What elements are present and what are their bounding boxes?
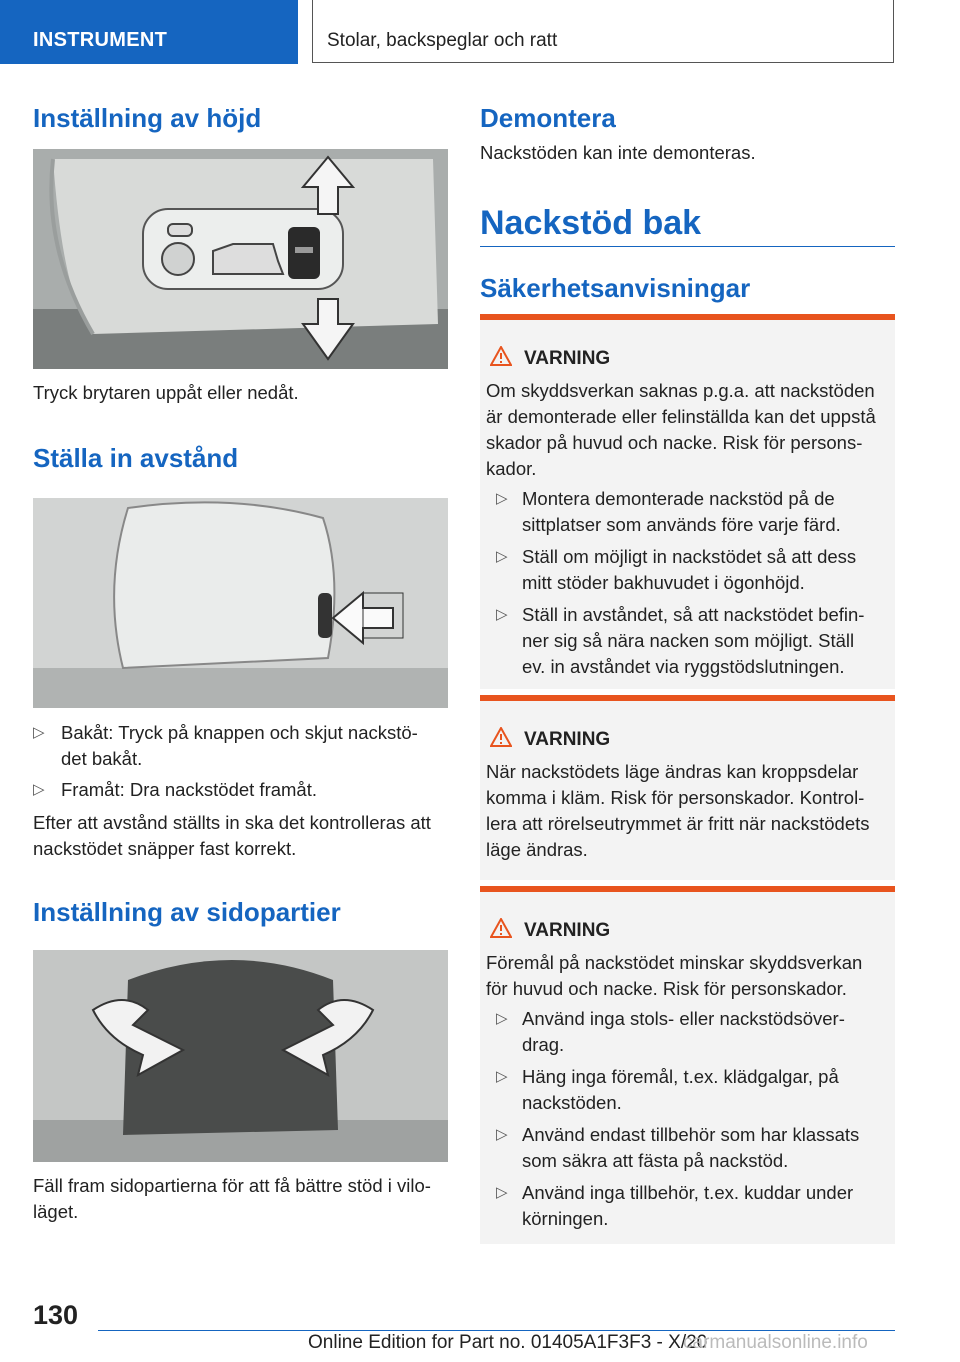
bullet-triangle-icon: ▷ — [33, 781, 45, 798]
footer-edition: Online Edition for Part no. 01405A1F3F3 - X/20 — [308, 1332, 708, 1353]
watermark: carmanualsonline.info — [683, 1332, 868, 1353]
heading-rule — [480, 246, 895, 247]
header-section-tab — [0, 0, 298, 64]
list-item — [496, 1064, 891, 1116]
bullet-triangle-icon: ▷ — [496, 1068, 508, 1085]
bullet-text: Framåt: Dra nackstödet framåt. — [61, 779, 318, 800]
illustration-seat-switch — [33, 149, 448, 369]
text-distance-check: Efter att avstånd ställts in ska det kontrolleras att nackstödet snäpper fast korrekt. — [33, 812, 431, 859]
header-chapter-tab — [312, 0, 894, 63]
warning-text: När nackstödets läge ändras kan kroppsdelar komma i kläm. Risk för personskador. Kontrol- lera att rörelseutrymmet är fritt när nackstödets läge ändras. — [486, 761, 870, 860]
warning-title: VARNING — [524, 920, 611, 941]
illustration-side-bolsters — [33, 950, 448, 1162]
text-side-bolsters: Fäll fram sidopartierna för att få bättre stöd i vilo- läget. — [33, 1175, 431, 1222]
heading-height: Inställning av höjd — [33, 103, 262, 133]
bullet-text: Ställ om möjligt in nackstödet så att dess mitt stöder bakhuvudet i ögonhöjd. — [522, 546, 857, 593]
bullet-triangle-icon: ▷ — [496, 606, 508, 623]
bullet-text: Bakåt: Tryck på knappen och skjut nackstö- det bakåt. — [61, 722, 418, 769]
heading-distance: Ställa in avstånd — [33, 443, 239, 473]
warning-box — [480, 314, 895, 689]
bullet-triangle-icon: ▷ — [33, 724, 45, 741]
header-chapter-label: Stolar, backspeglar och ratt — [327, 30, 558, 51]
bullet-triangle-icon: ▷ — [496, 1010, 508, 1027]
header-section-label: INSTRUMENT — [33, 29, 168, 51]
illustration-headrest-distance — [33, 498, 448, 708]
heading-rear-headrest: Nackstöd bak — [480, 204, 702, 242]
warning-triangle-icon — [490, 727, 512, 747]
list-item — [496, 486, 891, 538]
text-remove: Nackstöden kan inte demonteras. — [480, 142, 756, 163]
list-item — [33, 720, 448, 772]
bullet-text: Ställ in avståndet, så att nackstödet befin- ner sig så nära nacken som möjligt. Ställ ev. in avståndet via ryggstödslutningen. — [522, 604, 865, 677]
bullet-text: Använd inga stols- eller nackstödsöver- drag. — [522, 1008, 845, 1055]
list-item — [496, 1006, 891, 1058]
heading-safety: Säkerhetsanvisningar — [480, 273, 751, 303]
warning-triangle-icon — [490, 346, 512, 366]
list-item — [496, 544, 891, 596]
warning-title: VARNING — [524, 729, 611, 750]
bullet-text: Montera demonterade nackstöd på de sittplatser som används före varje färd. — [522, 488, 841, 535]
bullet-triangle-icon: ▷ — [496, 1184, 508, 1201]
list-item — [33, 777, 448, 803]
warning-triangle-icon — [490, 918, 512, 938]
bullet-text: Använd endast tillbehör som har klassats som säkra att fästa på nackstöd. — [522, 1124, 860, 1171]
footer-rule — [98, 1330, 895, 1331]
bullet-triangle-icon: ▷ — [496, 548, 508, 565]
heading-remove: Demontera — [480, 103, 616, 133]
list-item — [496, 602, 891, 680]
warning-text: Om skyddsverkan saknas p.g.a. att nackstöden är demonterade eller felinställda kan det uppstå skador på huvud och nacke. Risk för persons- kador. — [486, 380, 876, 479]
page-number: 130 — [33, 1300, 79, 1330]
list-item — [496, 1122, 891, 1174]
bullet-text: Häng inga föremål, t.ex. klädgalgar, på nackstöden. — [522, 1066, 839, 1113]
warning-box — [480, 695, 895, 880]
warning-title: VARNING — [524, 348, 611, 369]
warning-box — [480, 886, 895, 1244]
bullet-text: Använd inga tillbehör, t.ex. kuddar under körningen. — [522, 1182, 854, 1229]
list-item — [496, 1180, 891, 1232]
bullet-triangle-icon: ▷ — [496, 490, 508, 507]
text-height-instruction: Tryck brytaren uppåt eller nedåt. — [33, 382, 299, 403]
bullet-triangle-icon: ▷ — [496, 1126, 508, 1143]
warning-text: Föremål på nackstödet minskar skyddsverkan för huvud och nacke. Risk för personskador. — [486, 952, 863, 999]
heading-side-bolsters: Inställning av sidopartier — [33, 897, 341, 927]
